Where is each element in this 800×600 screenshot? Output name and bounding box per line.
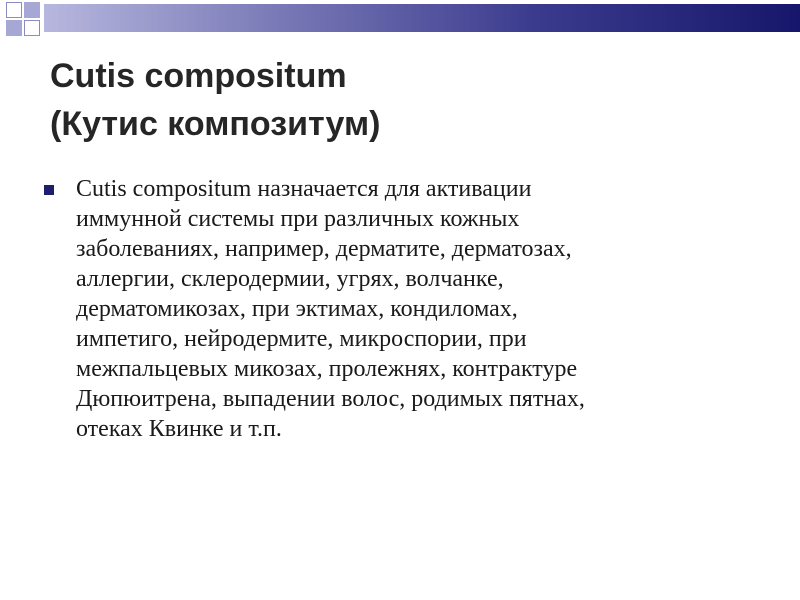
square-bullet-icon	[44, 185, 54, 195]
decorative-header-band	[0, 0, 800, 46]
slide-title	[50, 52, 750, 148]
slide-title-line: (Кутис композитум)	[50, 105, 381, 143]
bullet-list	[40, 174, 760, 444]
slide-title-line: Cutis compositum	[50, 57, 347, 95]
bullet-text-line: заболеваниях, например, дерматите, дерматозах,	[76, 236, 572, 262]
decorative-square	[24, 2, 40, 18]
decorative-square	[6, 2, 22, 18]
bullet-text-line: импетиго, нейродермите, микроспории, при	[76, 326, 527, 352]
bullet-text-line: иммунной системы при различных кожных	[76, 206, 520, 232]
bullet-text	[76, 174, 760, 444]
bullet-text-line: Дюпюитрена, выпадении волос, родимых пятнах,	[76, 386, 585, 412]
header-gradient-bar	[44, 4, 800, 32]
decorative-square	[6, 20, 22, 36]
bullet-text-line: аллергии, склеродермии, угрях, волчанке,	[76, 266, 504, 292]
decorative-square	[24, 20, 40, 36]
bullet-text-line: межпальцевых микозах, пролежнях, контрактуре	[76, 356, 578, 382]
bullet-text-line: дерматомикозах, при эктимах, кондиломах,	[76, 296, 518, 322]
bullet-item	[40, 174, 760, 444]
bullet-text-line: Cutis compositum назначается для активации	[76, 176, 532, 202]
bullet-text-line: отеках Квинке и т.п.	[76, 416, 282, 442]
